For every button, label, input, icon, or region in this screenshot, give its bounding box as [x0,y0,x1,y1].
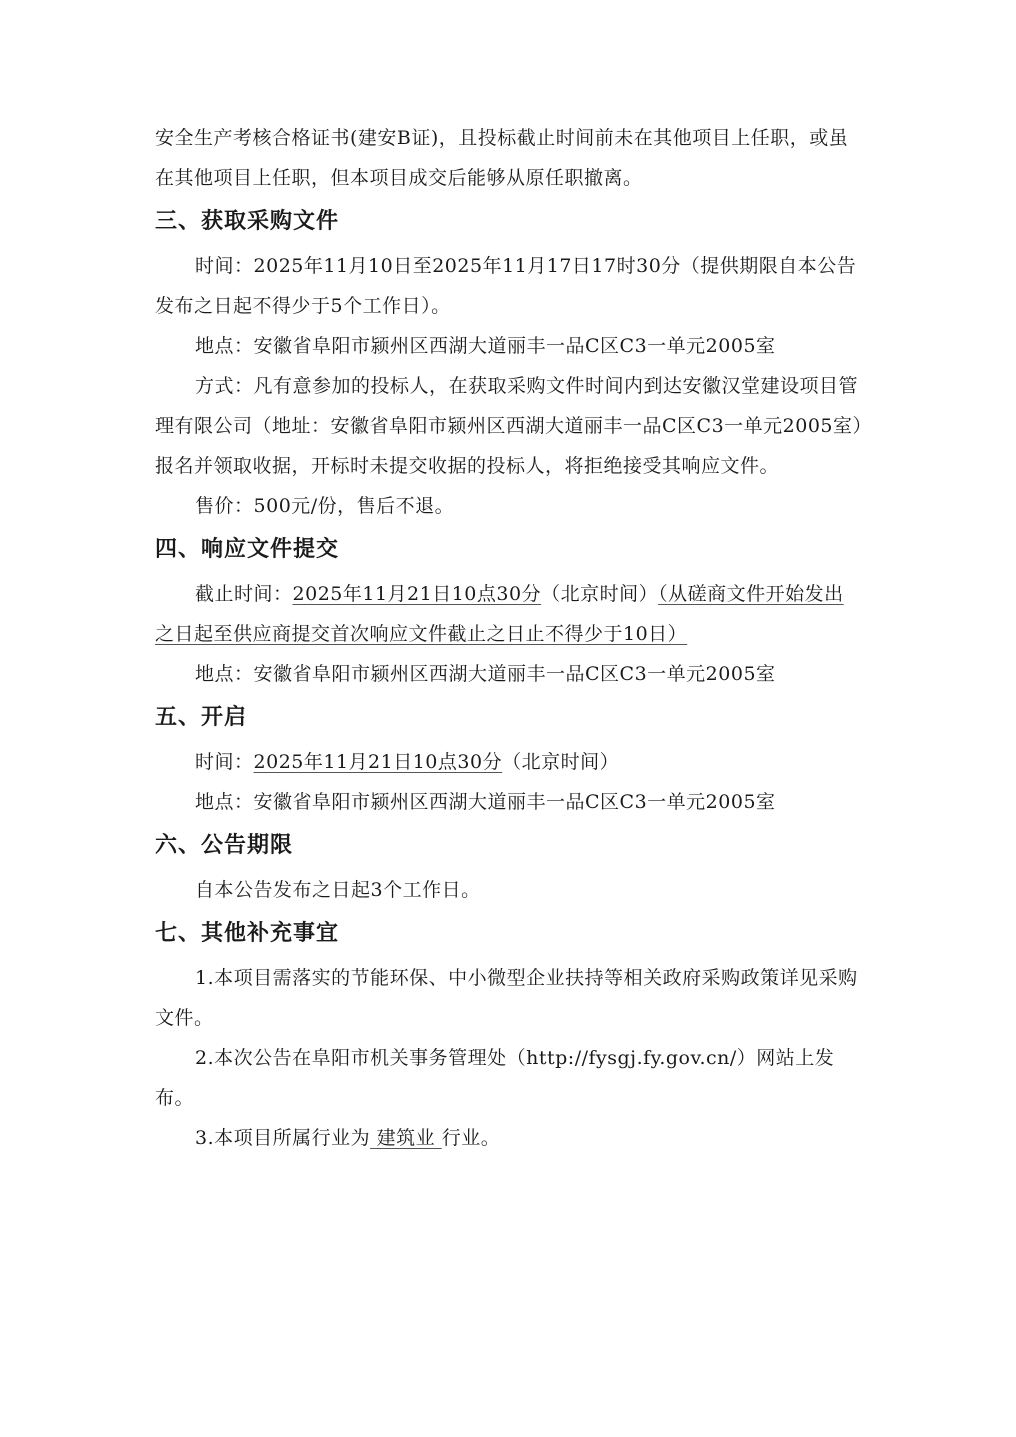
deadline-timezone: （北京时间） [541,583,659,605]
place-value: 安徽省阜阳市颍州区西湖大道丽丰一品C区C3一单元2005室 [253,663,776,685]
section-3-method [155,366,863,486]
section-7-item-1: 1.本项目需落实的节能环保、中小微型企业扶持等相关政府采购政策详见采购文件。 [155,967,858,1029]
section-6-text: 自本公告发布之日起3个工作日。 [195,879,481,901]
place-value: 安徽省阜阳市颍州区西湖大道丽丰一品C区C3一单元2005室 [253,335,776,357]
section-3-place [155,326,863,366]
time-value: 2025年11月21日10点30分 [253,751,503,773]
section-4-deadline [155,574,863,654]
section-5-heading: 五、开启 [155,705,248,730]
section-4-heading: 四、响应文件提交 [155,537,340,562]
section-7-heading: 七、其他补充事宜 [155,921,340,946]
deadline-note: （从磋商文件开始发出之日起至供应商提交首次响应文件截止之日止不得少于10日） [155,583,844,645]
document-page [155,118,863,1158]
time-value: 2025年11月10日至2025年11月17日17时30分（提供期限自本公告发布之日起不得少于5个工作日）。 [155,255,857,317]
section-5-time [155,742,863,782]
deadline-value: 2025年11月21日10点30分 [292,583,542,605]
section-3-time [155,246,863,326]
section-3-price [155,486,863,526]
deadline-label: 截止时间： [195,583,293,605]
section-6-heading: 六、公告期限 [155,833,294,858]
section-7-item-3 [155,1118,863,1158]
section-3-heading: 三、获取采购文件 [155,209,340,234]
time-label: 时间： [195,751,254,773]
place-label: 地点： [195,791,254,813]
method-label: 方式： [195,375,254,397]
industry-value: 建筑业 [370,1127,442,1149]
place-value: 安徽省阜阳市颍州区西湖大道丽丰一品C区C3一单元2005室 [253,791,776,813]
place-label: 地点： [195,663,254,685]
section-7-item-2: 2.本次公告在阜阳市机关事务管理处（http://fysgj.fy.gov.cn/）网站上发布。 [155,1047,835,1109]
intro-paragraph: 安全生产考核合格证书(建安B证)，且投标截止时间前未在其他项目上任职，或虽在其他项目上任职，但本项目成交后能够从原任职撤离。 [155,127,849,189]
time-label: 时间： [195,255,254,277]
place-label: 地点： [195,335,254,357]
price-label: 售价： [195,495,254,517]
section-4-place [155,654,863,694]
item-3-suffix: 行业。 [441,1127,501,1149]
section-5-place [155,782,863,822]
item-3-prefix: 3.本项目所属行业为 [195,1127,371,1149]
price-value: 500元/份，售后不退。 [253,495,455,517]
method-value: 凡有意参加的投标人，在获取采购文件时间内到达安徽汉堂建设项目管理有限公司（地址：安徽省阜阳市颍州区西湖大道丽丰一品C区C3一单元2005室）报名并领取收据，开标时未提交收据的投标人，将拒绝接受其响应文件。 [155,375,863,477]
time-timezone: （北京时间） [502,751,620,773]
